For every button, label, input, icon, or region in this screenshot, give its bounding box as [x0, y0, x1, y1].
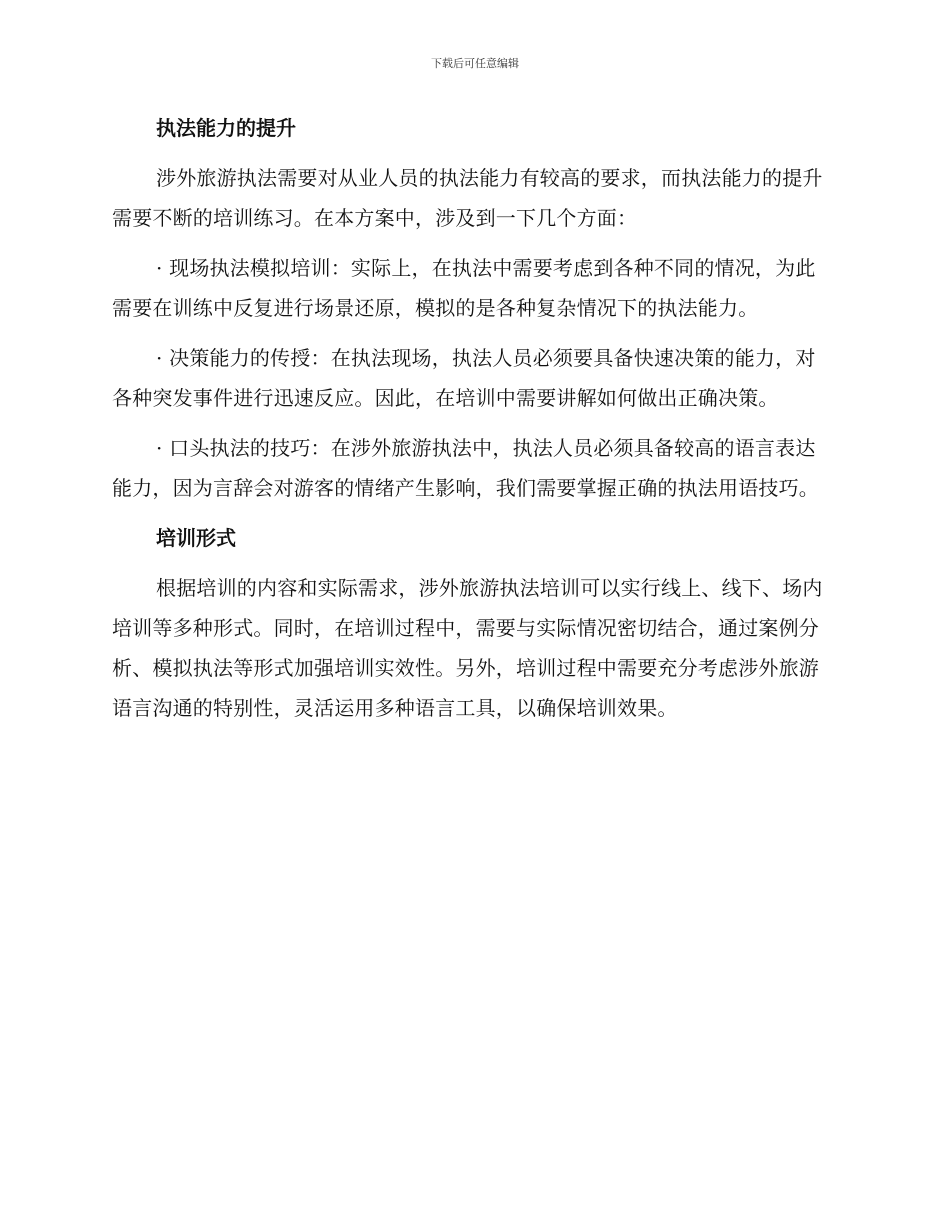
- training-format-paragraph: 根据培训的内容和实际需求，涉外旅游执法培训可以实行线上、线下、场内培训等多种形式。同时，在培训过程中，需要与实际情况密切结合，通过案例分析、模拟执法等形式加强培训实效性。另外，培训过程中需要充分考虑涉外旅游语言沟通的特别性，灵活运用多种语言工具，以确保培训效果。: [112, 576, 823, 720]
- header-note: 下载后可任意编辑: [431, 57, 519, 70]
- bullet-verbal-enforcement-skills: · 口头执法的技巧：在涉外旅游执法中，执法人员必须具备较高的语言表达能力，因为言辞会对游客的情绪产生影响，我们需要掌握正确的执法用语技巧。: [112, 436, 819, 500]
- section-heading-training-format: 培训形式: [156, 526, 236, 550]
- section-heading-enforcement-ability: 执法能力的提升: [156, 116, 296, 140]
- document-body: [112, 108, 832, 728]
- bullet-decision-ability: · 决策能力的传授：在执法现场，执法人员必须要具备快速决策的能力，对各种突发事件进行迅速反应。因此，在培训中需要讲解如何做出正确决策。: [112, 346, 816, 410]
- bullet-onsite-simulation-training: · 现场执法模拟培训：实际上，在执法中需要考虑到各种不同的情况，为此需要在训练中反复进行场景还原，模拟的是各种复杂情况下的执法能力。: [112, 256, 816, 320]
- section-intro-paragraph: 涉外旅游执法需要对从业人员的执法能力有较高的要求，而执法能力的提升需要不断的培训练习。在本方案中，涉及到一下几个方面：: [112, 166, 823, 230]
